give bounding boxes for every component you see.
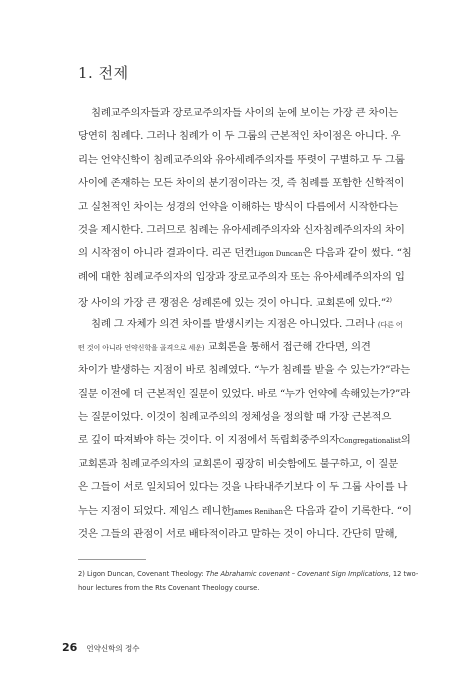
text-run: 로 깊이 따져봐야 하는 것이다. 이 지점에서 독립회중주의자 bbox=[78, 434, 339, 447]
footnote-divider bbox=[78, 559, 146, 560]
text-line bbox=[78, 500, 412, 523]
text-run: 은 다음과 같이 썼다. “침 bbox=[302, 247, 412, 260]
paragraph-2 bbox=[78, 313, 412, 547]
text-line: 당연히 침례다. 그러나 침례가 이 두 그룹의 근본적인 차이점은 아니다. 우 bbox=[78, 130, 401, 143]
text-run: 의 bbox=[400, 434, 411, 447]
page-number: 26 bbox=[62, 641, 78, 654]
text-line bbox=[78, 313, 403, 336]
body-text bbox=[78, 102, 412, 546]
inline-small-text: (다른 어 bbox=[377, 320, 403, 329]
text-line: 것을 제시한다. 그러므로 침례는 유아세례주의자와 신자침례주의자의 차이 bbox=[78, 223, 405, 236]
footnote-tail: , 12 two- bbox=[388, 570, 419, 578]
text-line: 리는 언약신학이 침례교주의와 유아세례주의자를 뚜렷이 구별하고 두 그룹 bbox=[78, 153, 405, 166]
text-line: 교회론과 침례교주의자의 교회론이 굉장히 비슷함에도 불구하고, 이 질문 bbox=[78, 457, 398, 470]
section-heading: 1. 전제 bbox=[78, 64, 129, 82]
text-line: 침례교주의자들과 장로교주의자들 사이의 눈에 보이는 가장 큰 차이는 bbox=[91, 107, 399, 119]
text-line: 례에 대한 침례교주의자의 입장과 장로교주의자 또는 유아세례주의자의 입 bbox=[78, 270, 405, 283]
footnote bbox=[78, 567, 419, 595]
footnote-italic-title: The Abrahamic covenant – Covenant Sign Implications bbox=[205, 570, 389, 578]
text-run: 장 사이의 가장 큰 쟁점은 성례론에 있는 것이 아니다. 교회론에 있다.” bbox=[78, 297, 386, 310]
footnote-line-1 bbox=[78, 567, 419, 581]
text-line bbox=[78, 429, 411, 452]
text-run: 침례 그 자체가 의견 차이를 발생시키는 지점은 아니었다. 그러나 bbox=[91, 317, 378, 330]
footnote-line-2: hour lectures from the Rts Covenant Theology course. bbox=[78, 584, 260, 592]
text-line: 사이에 존재하는 모든 차이의 분기점이라는 것, 즉 침례를 포함한 신학적이 bbox=[78, 177, 405, 190]
text-line: 질문 이전에 더 근본적인 질문이 있었다. 바로 “누가 언약에 속해있는가?”라 bbox=[78, 387, 410, 400]
page-footer bbox=[62, 636, 140, 655]
text-line: 것은 그들의 관점이 서로 배타적이라고 말하는 것이 아니다. 간단히 말해, bbox=[78, 528, 398, 541]
inline-small-text: Congregationalist bbox=[338, 437, 401, 446]
inline-small-text: James Renihan bbox=[231, 507, 283, 516]
inline-small-text: Ligon Duncan bbox=[254, 250, 303, 259]
footnote-reference: 2) bbox=[385, 297, 392, 305]
running-book-title: 언약신학의 정수 bbox=[86, 644, 140, 653]
text-run: 누는 지점이 되었다. 제임스 레니한 bbox=[78, 504, 232, 517]
text-line: 고 실천적인 차이는 성경의 언약을 이해하는 방식이 다름에서 시작한다는 bbox=[78, 200, 398, 213]
footnote-lead: 2) Ligon Duncan, Covenant Theology: bbox=[78, 570, 206, 578]
text-run: 의 시작점이 아니라 결과이다. 리곤 던컨 bbox=[78, 247, 255, 260]
text-line: 차이가 발생하는 지점이 바로 침례였다. “누가 침례를 받을 수 있는가?”라는 bbox=[78, 364, 410, 377]
text-line: 은 그들이 서로 일치되어 있다는 것을 나타내주기보다 이 두 그룹 사이를 나 bbox=[78, 481, 408, 494]
inline-small-text: 떤 것이 아니라 언약신학을 골격으로 세운) bbox=[78, 343, 205, 352]
paragraph-1 bbox=[78, 102, 412, 313]
text-run: 교회론을 통해서 접근해 간다면, 의견 bbox=[204, 340, 371, 353]
text-line bbox=[78, 289, 398, 312]
text-line bbox=[78, 336, 398, 359]
text-run: 은 다음과 같이 기록한다. “이 bbox=[282, 504, 412, 517]
text-line bbox=[78, 242, 412, 265]
text-line: 는 질문이었다. 이것이 침례교주의의 정체성을 정의할 때 가장 근본적으 bbox=[78, 411, 392, 424]
